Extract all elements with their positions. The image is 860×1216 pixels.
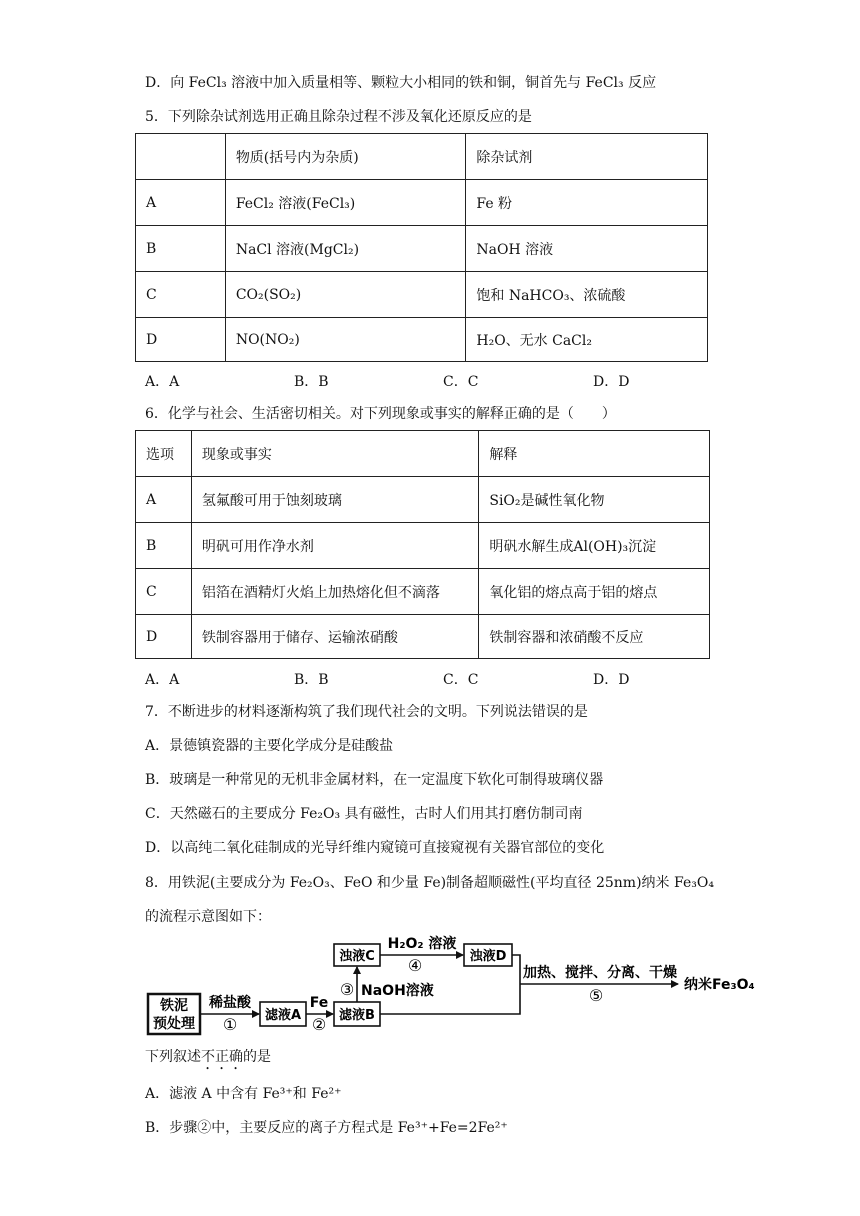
start-line1: 铁泥 xyxy=(160,998,188,1014)
step-3: ③ xyxy=(339,980,355,999)
q8-option-b[interactable]: B．步骤②中，主要反应的离子方程式是 Fe³⁺+Fe=2Fe²⁺ xyxy=(145,1120,508,1136)
box-turbid-c xyxy=(334,944,380,966)
table-header-cell: 现象或事实 xyxy=(191,431,478,477)
q8-stem-line1: 8．用铁泥(主要成分为 Fe₂O₃、FeO 和少量 Fe)制备超顺磁性(平均直径 25nm)纳米 Fe₃O₄ xyxy=(145,875,714,891)
table-header-cell: 物质(括号内为杂质) xyxy=(225,134,466,180)
table-cell: 明矾可用作净水剂 xyxy=(191,523,478,569)
table-row xyxy=(136,318,708,362)
q8-sub-stem xyxy=(145,1046,271,1073)
choice-d[interactable]: D．D xyxy=(593,374,630,390)
table-cell: NaCl 溶液(MgCl₂) xyxy=(225,226,466,272)
choice-b[interactable]: B．B xyxy=(294,672,329,688)
q7-option-d[interactable]: D．以高纯二氧化硅制成的光导纤维内窥镜可直接窥视有关器官部位的变化 xyxy=(145,840,605,856)
turbid-c-label: 浊液C xyxy=(339,949,375,964)
filtrate-a-label: 滤液A xyxy=(264,1008,302,1023)
table-row xyxy=(136,523,710,569)
table-header-cell: 除杂试剂 xyxy=(466,134,708,180)
q7-option-a[interactable]: A．景德镇瓷器的主要化学成分是硅酸盐 xyxy=(145,738,394,754)
table-row xyxy=(136,272,708,318)
product-label: 纳米Fe₃O₄ xyxy=(684,977,755,993)
reagent-2: Fe xyxy=(309,995,329,1011)
choice-a[interactable]: A．A xyxy=(145,374,180,390)
q5-stem: 5．下列除杂试剂选用正确且除杂过程不涉及氧化还原反应的是 xyxy=(145,109,532,125)
table-cell: 铁制容器用于储存、运输浓硝酸 xyxy=(191,615,478,659)
table-header-cell: 选项 xyxy=(136,431,192,477)
table-cell: A xyxy=(136,477,192,523)
table-cell: A xyxy=(136,180,226,226)
q6-table xyxy=(135,430,710,659)
box-filtrate-a xyxy=(260,1002,306,1026)
sub-stem-suffix: 的是 xyxy=(243,1049,271,1065)
table-cell: 氧化铝的熔点高于铝的熔点 xyxy=(479,569,710,615)
filtrate-b-label: 滤液B xyxy=(339,1008,375,1023)
q6-stem: 6．化学与社会、生活密切相关。对下列现象或事实的解释正确的是（ ） xyxy=(145,406,616,422)
table-row xyxy=(136,569,710,615)
table-cell: B xyxy=(136,226,226,272)
q8-option-a[interactable]: A．滤液 A 中含有 Fe³⁺和 Fe²⁺ xyxy=(145,1086,342,1102)
table-cell: D xyxy=(136,615,192,659)
reagent-4: H₂O₂ 溶液 xyxy=(387,936,457,952)
sub-stem-prefix: 下列叙述 xyxy=(145,1049,201,1065)
table-cell: 铁制容器和浓硝酸不反应 xyxy=(479,615,710,659)
table-cell: NaOH 溶液 xyxy=(466,226,708,272)
q7-option-c[interactable]: C．天然磁石的主要成分 Fe₂O₃ 具有磁性，古时人们用其打磨仿制司南 xyxy=(145,806,583,822)
choice-c[interactable]: C．C xyxy=(443,374,479,390)
table-cell: B xyxy=(136,523,192,569)
table-cell: H₂O、无水 CaCl₂ xyxy=(466,318,708,362)
choice-a[interactable]: A．A xyxy=(145,672,180,688)
table-cell: 饱和 NaHCO₃、浓硫酸 xyxy=(466,272,708,318)
q7-stem: 7．不断进步的材料逐渐构筑了我们现代社会的文明。下列说法错误的是 xyxy=(145,704,588,720)
step-2: ② xyxy=(311,1015,327,1034)
table-row xyxy=(136,615,710,659)
q4-option-d: D．向 FeCl₃ 溶液中加入质量相等、颗粒大小相同的铁和铜，铜首先与 FeCl₃ 反应 xyxy=(145,75,657,91)
table-cell: C xyxy=(136,569,192,615)
start-line2: 预处理 xyxy=(153,1016,195,1032)
q5-table xyxy=(135,133,708,362)
table-row xyxy=(136,477,710,523)
process-5: 加热、搅拌、分离、干燥 xyxy=(523,965,677,981)
table-row xyxy=(136,180,708,226)
step-4: ④ xyxy=(407,956,423,975)
table-header-cell xyxy=(136,134,226,180)
table-cell: FeCl₂ 溶液(FeCl₃) xyxy=(225,180,466,226)
q7-option-b[interactable]: B．玻璃是一种常见的无机非金属材料，在一定温度下软化可制得玻璃仪器 xyxy=(145,772,604,788)
box-turbid-d xyxy=(464,944,512,966)
table-header-row xyxy=(136,134,708,180)
table-row xyxy=(136,226,708,272)
table-cell: C xyxy=(136,272,226,318)
turbid-d-label: 浊液D xyxy=(469,949,507,964)
choice-b[interactable]: B．B xyxy=(294,374,329,390)
table-cell: NO(NO₂) xyxy=(225,318,466,362)
q8-stem-line2: 的流程示意图如下： xyxy=(145,909,271,925)
table-header-cell: 解释 xyxy=(479,431,710,477)
reagent-1: 稀盐酸 xyxy=(209,995,251,1011)
table-cell: SiO₂是碱性氧化物 xyxy=(479,477,710,523)
table-cell: D xyxy=(136,318,226,362)
step-1: ① xyxy=(222,1015,238,1034)
box-filtrate-b xyxy=(334,1002,380,1026)
table-cell: 铝箔在酒精灯火焰上加热熔化但不滴落 xyxy=(191,569,478,615)
table-cell: 氢氟酸可用于蚀刻玻璃 xyxy=(191,477,478,523)
reagent-3: NaOH溶液 xyxy=(361,983,434,999)
sub-stem-emphasis: 不正确 xyxy=(201,1049,243,1065)
box-start xyxy=(148,994,200,1034)
table-cell: CO₂(SO₂) xyxy=(225,272,466,318)
choice-d[interactable]: D．D xyxy=(593,672,630,688)
table-cell: Fe 粉 xyxy=(466,180,708,226)
table-cell: 明矾水解生成Al(OH)₃沉淀 xyxy=(479,523,710,569)
table-header-row xyxy=(136,431,710,477)
flow-diagram xyxy=(140,930,780,1040)
step-5: ⑤ xyxy=(588,986,604,1005)
choice-c[interactable]: C．C xyxy=(443,672,479,688)
